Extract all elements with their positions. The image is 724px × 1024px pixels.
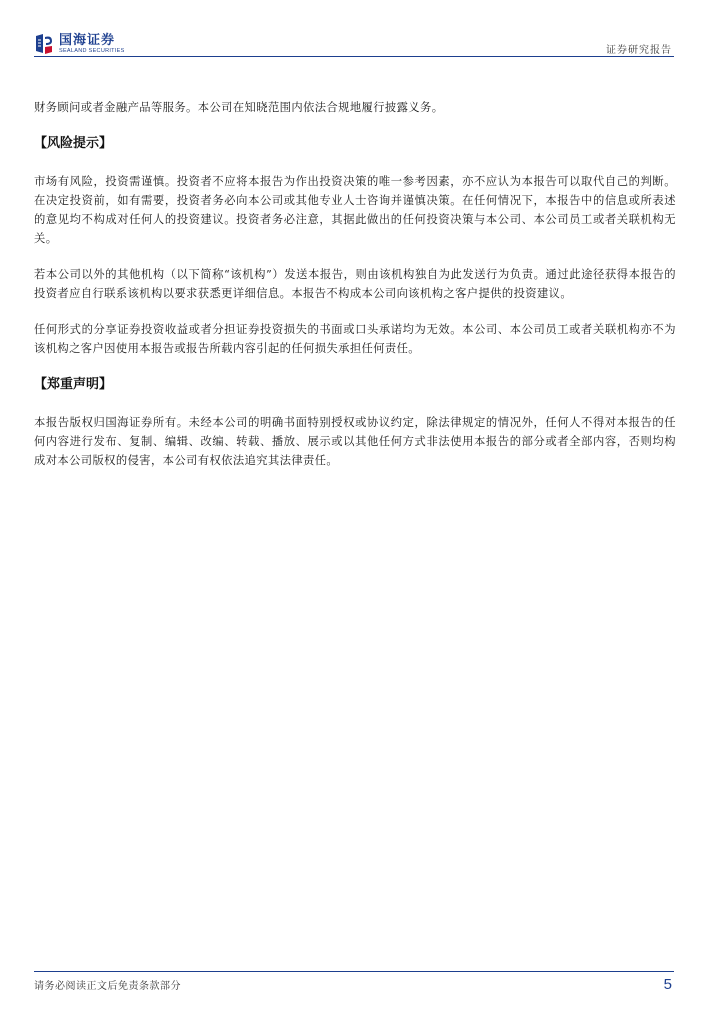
risk-paragraph-1: 市场有风险，投资需谨慎。投资者不应将本报告为作出投资决策的唯一参考因素，亦不应认为本报告可以取代自己的判断。在决定投资前，如有需要，投资者务必向本公司或其他专业人士咨询并谨慎决策。在任何情况下，本报告中的信息或所表述的意见均不构成对任何人的投资建议。投资者务必注意，其据此做出的任何投资决策与本公司、本公司员工或者关联机构无关。 [34, 175, 676, 245]
continued-paragraph: 财务顾问或者金融产品等服务。本公司在知晓范围内依法合规地履行披露义务。 [34, 101, 444, 114]
page-number: 5 [663, 976, 672, 993]
sealand-logo-icon [34, 33, 54, 55]
logo-text [59, 34, 125, 55]
statement-heading: 【郑重声明】 [34, 377, 113, 392]
risk-paragraph-3: 任何形式的分享证券投资收益或者分担证券投资损失的书面或口头承诺均为无效。本公司、本公司员工或者关联机构亦不为该机构之客户因使用本报告或报告所载内容引起的任何损失承担任何责任。 [34, 323, 676, 355]
header-divider [34, 56, 674, 57]
logo-chinese-name: 国海证券 [59, 32, 116, 48]
logo-english-name: SEALAND SECURITIES [59, 47, 125, 54]
statement-paragraph: 本报告版权归国海证券所有。未经本公司的明确书面特别授权或协议约定，除法律规定的情况外，任何人不得对本报告的任何内容进行发布、复制、编辑、改编、转载、播放、展示或以其他任何方式非法使用本报告的部分或者全部内容，否则均构成对本公司版权的侵害，本公司有权依法追究其法律责任。 [34, 416, 676, 467]
footer-disclaimer-note: 请务必阅读正文后免责条款部分 [34, 981, 181, 992]
company-logo [34, 30, 125, 58]
document-type-label: 证券研究报告 [606, 45, 672, 56]
disclaimer-content [34, 98, 676, 487]
footer-divider [34, 971, 674, 972]
risk-paragraph-2: 若本公司以外的其他机构（以下简称“该机构”）发送本报告，则由该机构独自为此发送行为负责。通过此途径获得本报告的投资者应自行联系该机构以要求获悉更详细信息。本报告不构成本公司向该机构之客户提供的投资建议。 [34, 268, 676, 300]
risk-warning-heading: 【风险提示】 [34, 136, 113, 151]
